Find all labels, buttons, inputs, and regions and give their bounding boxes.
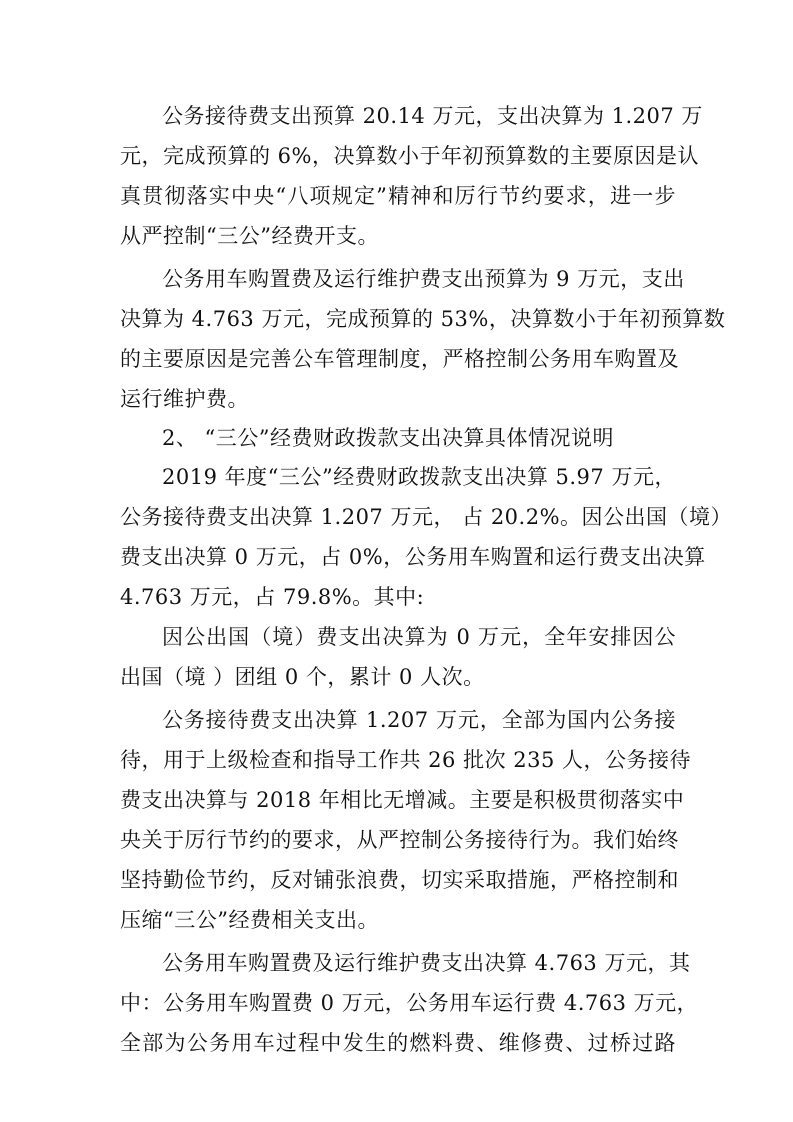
text-line: 压缩“三公”经费相关支出。 — [120, 908, 379, 932]
text-line: 费支出决算与 2018 年相比无增减。主要是积极贯彻落实中 — [120, 788, 685, 812]
text-line: 公务用车购置费及运行维护费支出决算 4.763 万元，其 — [162, 951, 691, 975]
text-line: 出国（境 ）团组 0 个，累计 0 人次。 — [120, 665, 485, 689]
text-line: 因公出国（境）费支出决算为 0 万元，全年安排因公 — [162, 625, 676, 649]
text-line: 坚持勤俭节约，反对铺张浪费，切实采取措施，严格控制和 — [120, 868, 679, 892]
text-line: 从严控制“三公”经费开支。 — [120, 224, 379, 248]
text-line: 元，完成预算的 6%，决算数小于年初预算数的主要原因是认 — [120, 144, 699, 168]
text-line: 央关于厉行节约的要求，从严控制公务接待行为。我们始终 — [120, 828, 679, 852]
text-line: 4.763 万元，占 79.8%。其中: — [120, 585, 425, 609]
text-line: 真贯彻落实中央“八项规定”精神和厉行节约要求，进一步 — [120, 184, 676, 208]
text-line: 2019 年度“三公”经费财政拨款支出决算 5.97 万元， — [162, 465, 676, 489]
text-line: 中：公务用车购置费 0 万元，公务用车运行费 4.763 万元， — [120, 991, 699, 1015]
text-line: 运行维护费。 — [120, 387, 249, 411]
text-line: 公务接待费支出决算 1.207 万元，全部为国内公务接 — [162, 708, 676, 732]
text-line: 费支出决算 0 万元，占 0%，公务用车购置和运行费支出决算 — [120, 545, 706, 569]
section-heading: 2、 “三公”经费财政拨款支出决算具体情况说明 — [162, 426, 615, 450]
text-line: 公务用车购置费及运行维护费支出预算为 9 万元，支出 — [162, 267, 685, 291]
text-line: 公务接待费支出决算 1.207 万元， 占 20.2%。因公出国（境） — [120, 505, 733, 529]
text-line: 全部为公务用车过程中发生的燃料费、维修费、过桥过路 — [120, 1031, 676, 1055]
text-line: 的主要原因是完善公车管理制度，严格控制公务用车购置及 — [120, 347, 679, 371]
text-line: 决算为 4.763 万元，完成预算的 53%，决算数小于年初预算数 — [120, 307, 726, 331]
text-line: 公务接待费支出预算 20.14 万元，支出决算为 1.207 万 — [162, 104, 703, 128]
text-line: 待，用于上级检查和指导工作共 26 批次 235 人，公务接待 — [120, 748, 692, 772]
